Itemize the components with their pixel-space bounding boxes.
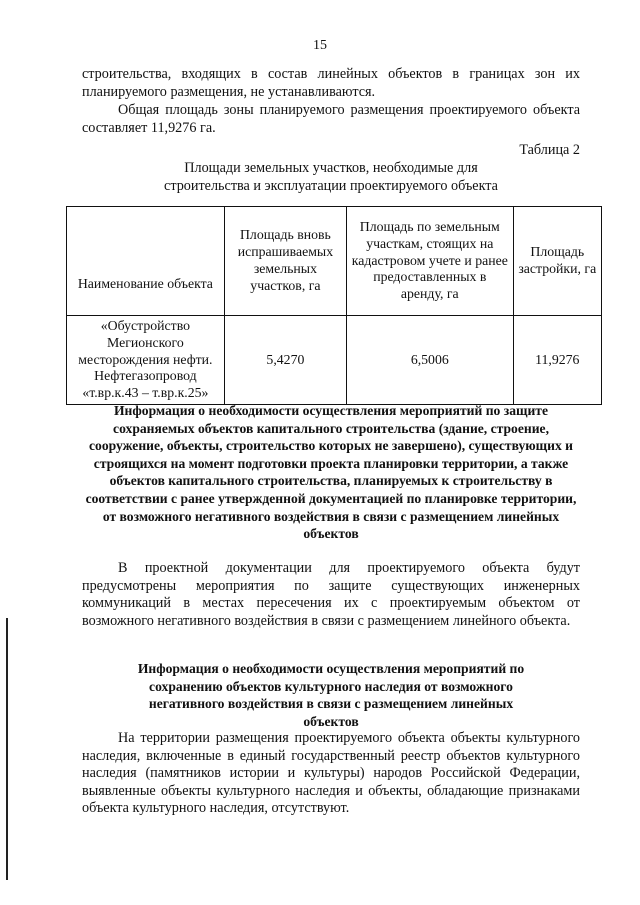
page-number: 15 [313,38,327,53]
margin-rule [6,618,8,880]
header-new-area: Площадь вновь испрашиваемых земельных участков, га [224,207,346,316]
cell-built-area: 11,9276 [513,316,601,405]
table-label: Таблица 2 [519,142,580,158]
table-caption-line-2: строительства и эксплуатации проектируемого объекта [164,177,498,194]
header-object-name: Наименование объекта [67,207,225,316]
table-caption [82,160,580,195]
cell-object-name: «Обустройство Мегионского месторождения нефти. Нефтегазопровод «т.вр.к.43 – т.вр.к.25» [67,316,225,405]
section-1-body: В проектной документации для проектируемого объекта будут предусмотрены мероприятия по защите существующих инженерных коммуникаций в местах пересечения их с проектируемым объектом от возможного негативного воздействия в связи с размещением линейного объекта. [82,560,580,629]
section-1-heading: Информация о необходимости осуществления мероприятий по защите сохраняемых объектов капитального строительства (здание, строение, сооружение, объекты, строительство которых не завершено), существующих и строящихся на момент подготовки проекта планировки территории, а также объектов капитального строительства, планируемых к строительству в соответствии с ранее утвержденной документацией по планировке территории, от возможного негативного воздействия в связи с размещением линейных объектов [85,403,577,542]
table-caption-line-1: Площади земельных участков, необходимые для [184,160,478,176]
section-2-heading: Информация о необходимости осуществления мероприятий по сохранению объектов культурного наследия от возможного негативного воздействия в связи с размещением линейных объектов [137,661,525,729]
total-area-paragraph: Общая площадь зоны планируемого размещения проектируемого объекта составляет 11,9276 га. [82,102,580,136]
header-built-area: Площадь застройки, га [513,207,601,316]
section-2-body: На территории размещения проектируемого объекта объекты культурного наследия, включенные в единый государственный реестр объектов культурного наследия (памятников истории и культуры) народов Российской Федерации, выявленные объекты культурного наследия и объекты, обладающие признаками объекта культурного наследия, отсутствуют. [82,730,580,817]
cell-leased-area: 6,5006 [347,316,514,405]
intro-paragraph: строительства, входящих в состав линейных объектов в границах зон их планируемого размещения, не устанавливаются. [82,66,580,100]
table-row [67,316,602,405]
land-area-table [66,206,602,405]
cell-new-area: 5,4270 [224,316,346,405]
header-leased-area: Площадь по земельным участкам, стоящих на кадастровом учете и ранее предоставленных в аренду, га [347,207,514,316]
table-header-row [67,207,602,316]
